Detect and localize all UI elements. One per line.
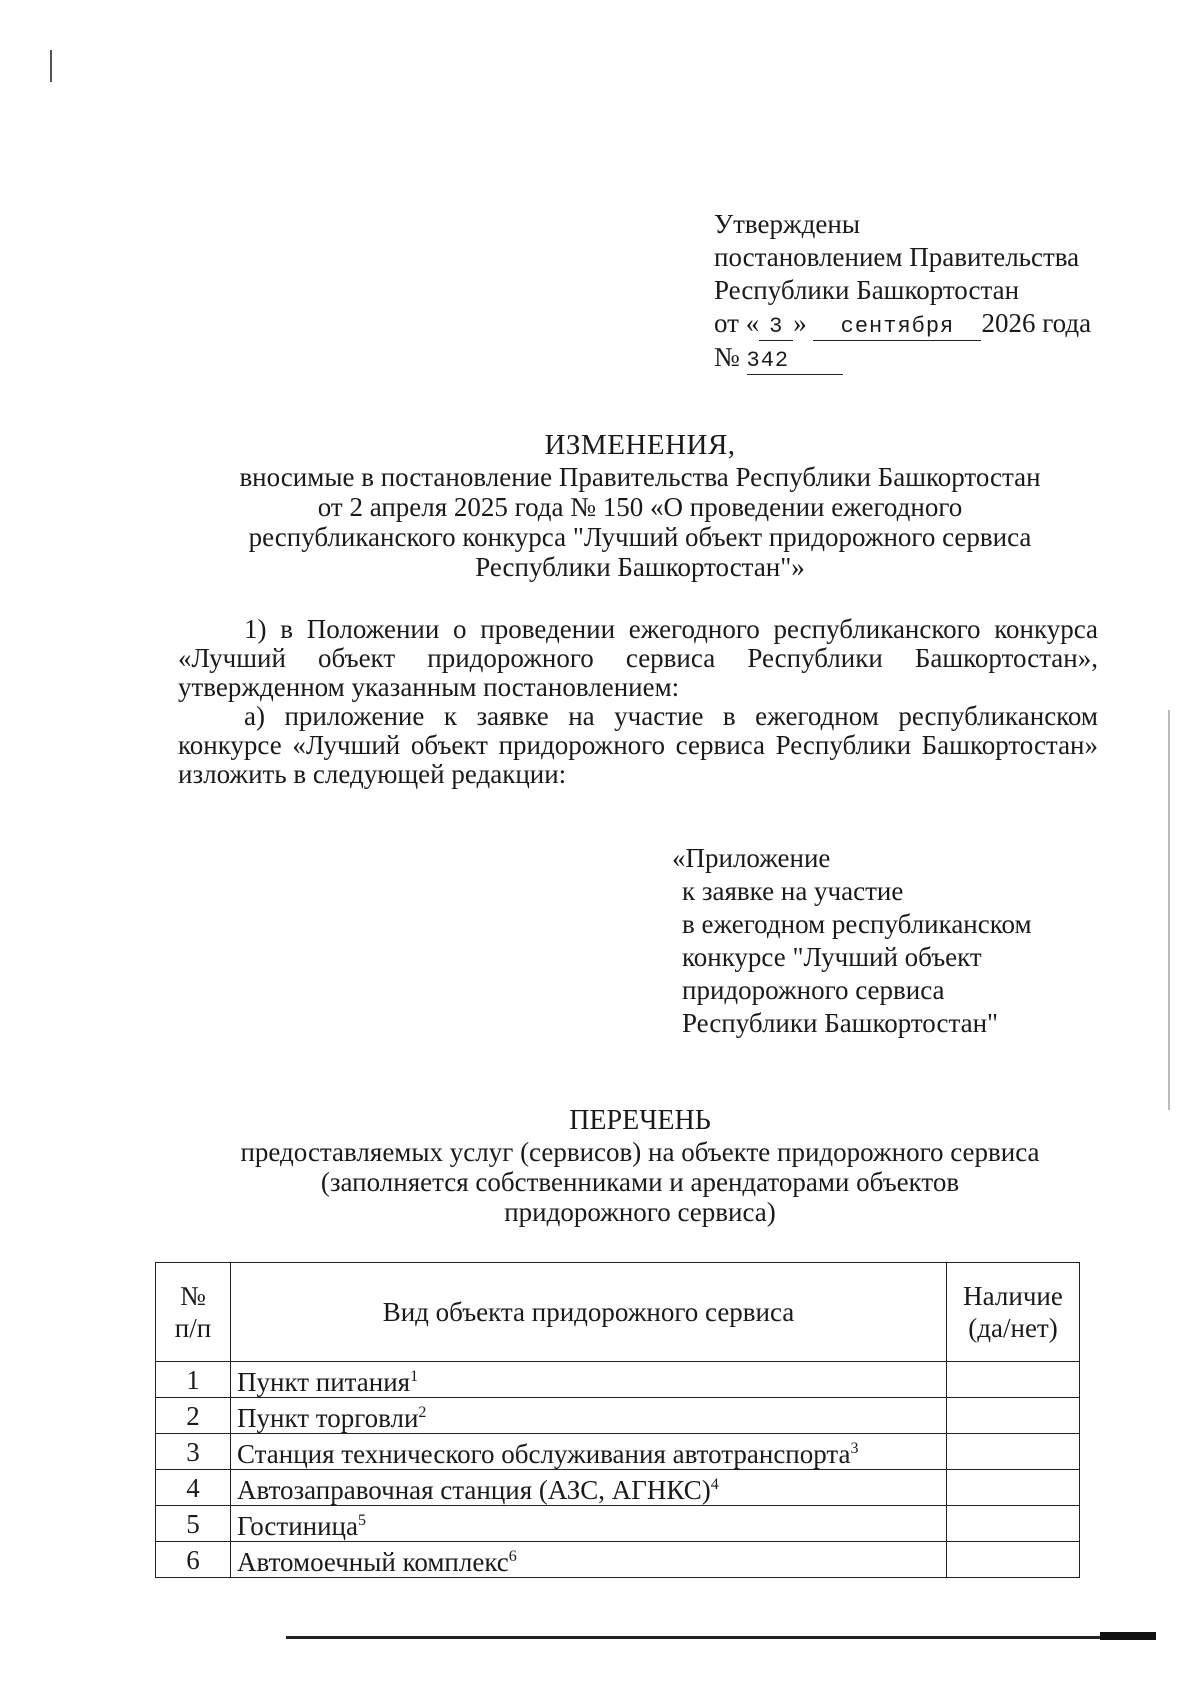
list-title bbox=[190, 1104, 1090, 1227]
header-avail-line: Наличие bbox=[963, 1281, 1063, 1311]
row-name bbox=[231, 1542, 947, 1578]
table-row bbox=[156, 1434, 1080, 1470]
body-text bbox=[178, 615, 1098, 789]
row-availability bbox=[947, 1542, 1080, 1578]
row-num: 4 bbox=[156, 1470, 231, 1506]
bottom-rule-end bbox=[1100, 1632, 1156, 1640]
table-row bbox=[156, 1362, 1080, 1398]
footnote-ref: 6 bbox=[508, 1548, 517, 1565]
bottom-rule bbox=[286, 1636, 1156, 1639]
changes-heading: ИЗМЕНЕНИЯ, bbox=[544, 429, 736, 461]
list-heading: ПЕРЕЧЕНЬ bbox=[569, 1105, 711, 1136]
row-num: 5 bbox=[156, 1506, 231, 1542]
changes-subtitle-line: вносимые в постановление Правительства Республики Башкортостан bbox=[239, 462, 1041, 492]
header-type: Вид объекта придорожного сервиса bbox=[231, 1263, 947, 1362]
footnote-ref: 4 bbox=[710, 1476, 719, 1493]
row-name bbox=[231, 1398, 947, 1434]
row-name-text: Гостиница bbox=[237, 1511, 358, 1541]
date-suffix: 2026 года bbox=[981, 308, 1092, 338]
approval-line: Республики Башкортостан bbox=[714, 275, 1020, 305]
row-name-text: Пункт питания bbox=[237, 1367, 411, 1397]
header-num bbox=[156, 1263, 231, 1362]
header-num-line: № bbox=[180, 1281, 206, 1311]
header-avail-line: (да/нет) bbox=[968, 1313, 1058, 1343]
row-availability bbox=[947, 1506, 1080, 1542]
header-num-line: п/п bbox=[174, 1313, 212, 1343]
row-name bbox=[231, 1362, 947, 1398]
row-name-text: Пункт торговли bbox=[237, 1403, 419, 1433]
annex-line: «Приложение bbox=[672, 843, 831, 873]
table-row bbox=[156, 1398, 1080, 1434]
row-num: 1 bbox=[156, 1362, 231, 1398]
row-availability bbox=[947, 1470, 1080, 1506]
date-mid: » bbox=[793, 308, 807, 338]
row-availability bbox=[947, 1434, 1080, 1470]
annex-line: Республики Башкортостан" bbox=[682, 1008, 999, 1038]
date-month: сентября bbox=[813, 314, 981, 341]
changes-subtitle-line: от 2 апреля 2025 года № 150 «О проведении ежегодного bbox=[317, 492, 963, 522]
date-day: 3 bbox=[759, 314, 793, 341]
annex-line: к заявке на участие bbox=[682, 876, 904, 906]
table-row bbox=[156, 1542, 1080, 1578]
paragraph: а) приложение к заявке на участие в ежегодном республиканском конкурсе «Лучший объект придорожного сервиса Республики Башкортостан» изложить в следующей редакции: bbox=[178, 701, 1098, 789]
row-num: 2 bbox=[156, 1398, 231, 1434]
table-header-row bbox=[156, 1263, 1080, 1362]
approval-number bbox=[714, 341, 1091, 375]
footnote-ref: 1 bbox=[410, 1368, 419, 1385]
approval-line: постановлением Правительства bbox=[714, 242, 1080, 272]
changes-subtitle-line: Республики Башкортостан"» bbox=[475, 552, 805, 582]
annex-line: придорожного сервиса bbox=[682, 975, 945, 1005]
paragraph: 1) в Положении о проведении ежегодного республиканского конкурса «Лучший объект придорожного сервиса Республики Башкортостан», утвержденном указанным постановлением: bbox=[178, 614, 1098, 702]
annex-line: конкурсе "Лучший объект bbox=[682, 942, 982, 972]
services-table bbox=[155, 1262, 1080, 1578]
annex-header bbox=[672, 842, 1032, 1040]
approval-block bbox=[714, 208, 1091, 375]
scan-mark bbox=[1168, 710, 1170, 1110]
table-row bbox=[156, 1506, 1080, 1542]
footnote-ref: 2 bbox=[418, 1404, 427, 1421]
approval-line: Утверждены bbox=[714, 209, 860, 239]
row-name bbox=[231, 1434, 947, 1470]
row-availability bbox=[947, 1398, 1080, 1434]
row-name bbox=[231, 1506, 947, 1542]
list-subtitle-line: (заполняется собственниками и арендаторами объектов bbox=[320, 1167, 960, 1197]
footnote-ref: 3 bbox=[850, 1440, 859, 1457]
number-prefix: № bbox=[714, 342, 740, 372]
row-name-text: Автомоечный комплекс bbox=[237, 1547, 509, 1577]
row-availability bbox=[947, 1362, 1080, 1398]
changes-subtitle-line: республиканского конкурса "Лучший объект придорожного сервиса bbox=[248, 522, 1032, 552]
row-name bbox=[231, 1470, 947, 1506]
row-name-text: Автозаправочная станция (АЗС, АГНКС) bbox=[237, 1475, 711, 1505]
list-subtitle-line: придорожного сервиса) bbox=[504, 1197, 776, 1227]
row-num: 6 bbox=[156, 1542, 231, 1578]
table-row bbox=[156, 1470, 1080, 1506]
footnote-ref: 5 bbox=[357, 1512, 366, 1529]
row-name-text: Станция технического обслуживания автотранспорта bbox=[237, 1439, 851, 1469]
decree-number: 342 bbox=[747, 348, 843, 375]
list-subtitle-line: предоставляемых услуг (сервисов) на объекте придорожного сервиса bbox=[240, 1137, 1040, 1167]
header-availability bbox=[947, 1263, 1080, 1362]
annex-line: в ежегодном республиканском bbox=[682, 909, 1032, 939]
date-prefix: от « bbox=[714, 308, 760, 338]
scan-mark bbox=[50, 50, 52, 82]
changes-title bbox=[190, 428, 1090, 582]
approval-date bbox=[714, 307, 1091, 341]
row-num: 3 bbox=[156, 1434, 231, 1470]
